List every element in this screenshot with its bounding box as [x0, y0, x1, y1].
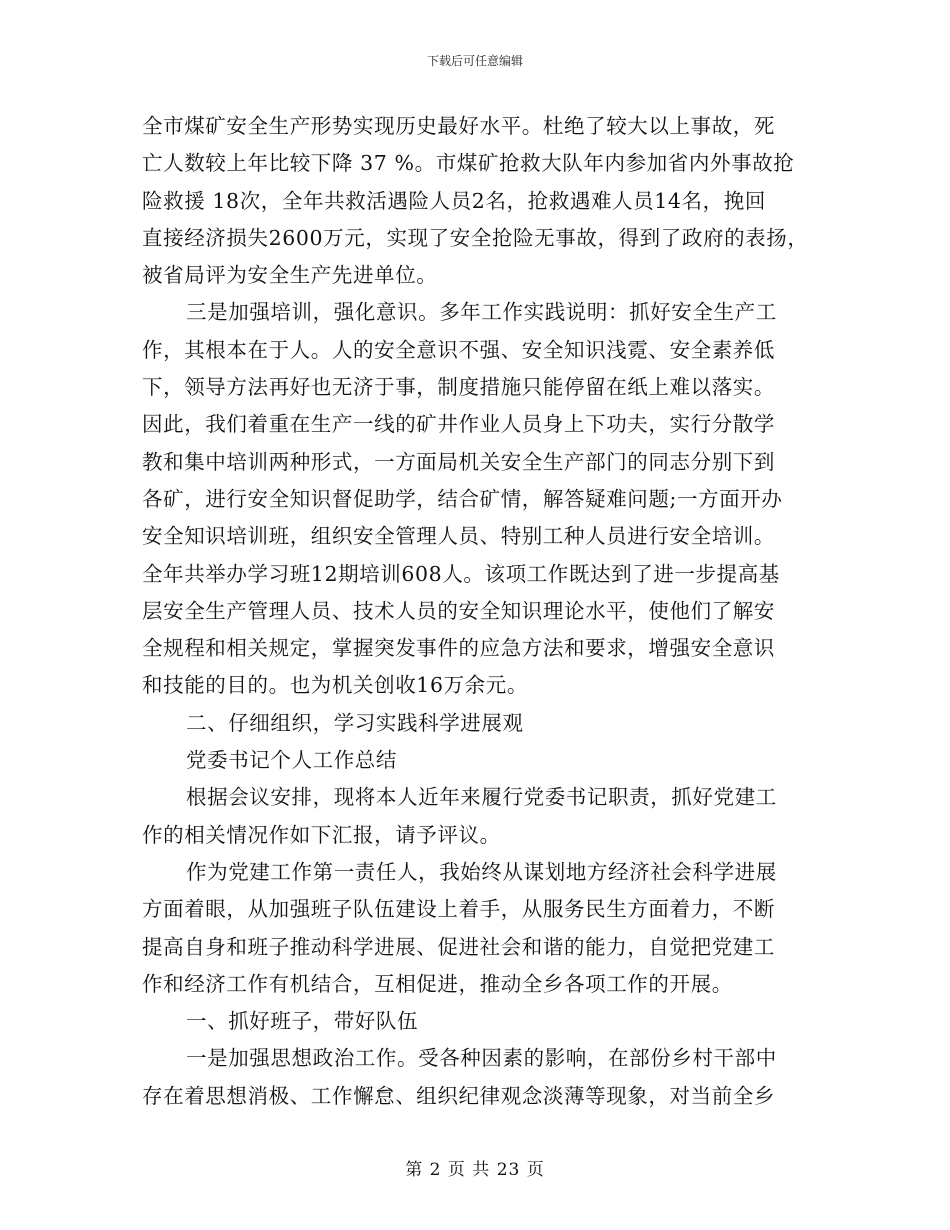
- text-line: 作的相关情况作如下汇报，请予评议。: [142, 822, 501, 847]
- text-line: 根据会议安排，现将本人近年来履行党委书记职责，抓好党建工: [186, 785, 777, 810]
- text-line: 教和集中培训两种形式，一方面局机关安全生产部门的同志分别下到: [142, 449, 775, 474]
- text-line: 方面着眼，从加强班子队伍建设上着手，从服务民生方面着力，不断: [142, 897, 775, 922]
- text-line: 直接经济损失2600万元，实现了安全抢险无事故，得到了政府的表扬，: [142, 225, 809, 250]
- section-heading: 党委书记个人工作总结: [186, 748, 397, 773]
- text-line: 险救援 18次，全年共救活遇险人员2名，抢救遇难人员14名，挽回: [142, 188, 766, 213]
- section-heading: 一、抓好班子，带好队伍: [186, 1009, 419, 1034]
- text-line: 全年共举办学习班12期培训608人。该项工作既达到了进一步提高基: [142, 561, 780, 586]
- text-line: 三是加强培训，强化意识。多年工作实践说明：抓好安全生产工: [186, 300, 777, 325]
- text-line: 作为党建工作第一责任人，我始终从谋划地方经济社会科学进展: [186, 859, 777, 884]
- text-line: 全规程和相关规定，掌握突发事件的应急方法和要求，增强安全意识: [142, 636, 775, 661]
- text-line: 被省局评为安全生产先进单位。: [142, 263, 438, 288]
- text-line: 提高自身和班子推动科学进展、促进社会和谐的能力，自觉把党建工: [142, 934, 775, 959]
- text-line: 一是加强思想政治工作。受各种因素的影响，在部份乡村干部中: [186, 1046, 777, 1071]
- text-line: 层安全生产管理人员、技术人员的安全知识理论水平，使他们了解安: [142, 598, 775, 623]
- text-line: 下，领导方法再好也无济于事，制度措施只能停留在纸上难以落实。: [142, 375, 775, 400]
- document-body: [142, 108, 817, 1115]
- text-line: 安全知识培训班，组织安全管理人员、特别工种人员进行安全培训。: [142, 524, 775, 549]
- text-line: 亡人数较上年比较下降 37 %。市煤矿抢救大队年内参加省内外事故抢: [142, 151, 795, 176]
- text-line: 各矿，进行安全知识督促助学，结合矿情，解答疑难问题;一方面开办: [142, 486, 783, 511]
- text-line: 存在着思想消极、工作懈怠、组织纪律观念淡薄等现象，对当前全乡: [142, 1083, 775, 1108]
- page-footer: 第 2 页 共 23 页: [405, 1160, 545, 1180]
- page-header: 下载后可任意编辑: [426, 54, 523, 68]
- text-line: 作，其根本在于人。人的安全意识不强、安全知识浅霓、安全素养低: [142, 337, 775, 362]
- text-line: 和技能的目的。也为机关创收16万余元。: [142, 673, 528, 698]
- section-heading: 二、仔细组织，学习实践科学进展观: [186, 710, 524, 735]
- text-line: 全市煤矿安全生产形势实现历史最好水平。杜绝了较大以上事故，死: [142, 114, 775, 138]
- text-line: 因此，我们着重在生产一线的矿井作业人员身上下功夫，实行分散学: [142, 412, 775, 437]
- text-line: 作和经济工作有机结合，互相促进，推动全乡各项工作的开展。: [142, 971, 733, 996]
